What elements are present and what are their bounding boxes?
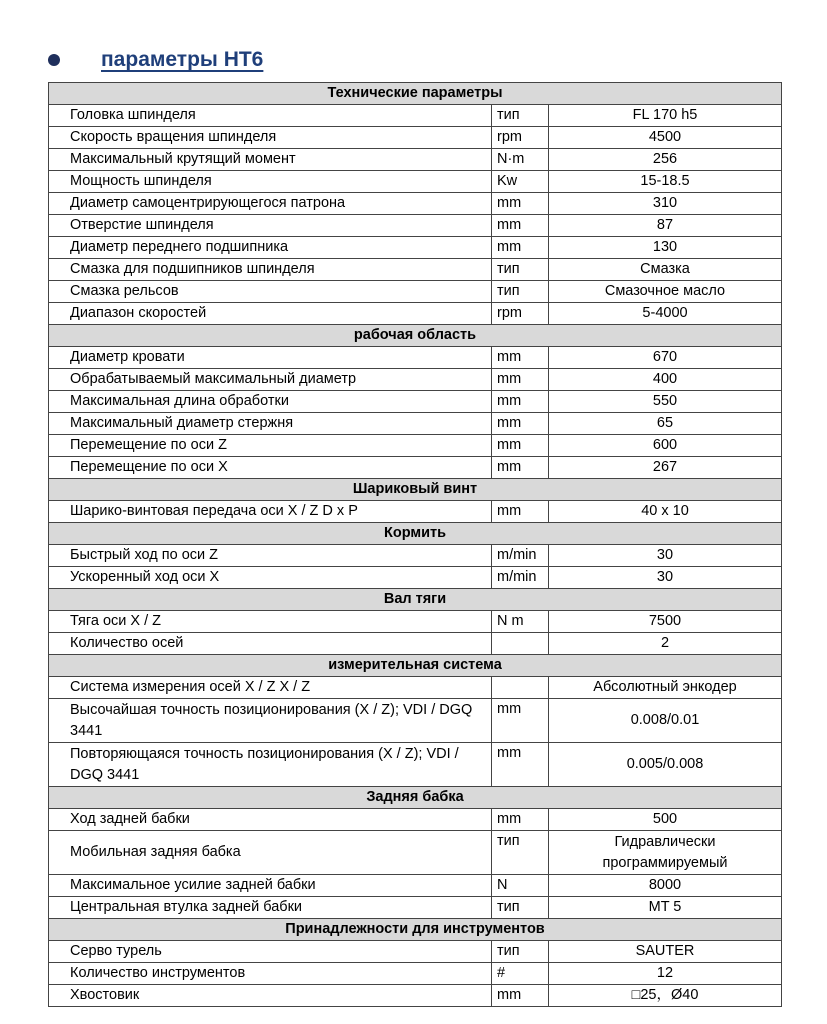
- param-name-cell: Хвостовик: [49, 985, 492, 1007]
- param-name-cell: Максимальный крутящий момент: [49, 149, 492, 171]
- section-header-row: [49, 479, 782, 501]
- table-row: [49, 985, 782, 1007]
- param-name-cell: Максимальное усилие задней бабки: [49, 875, 492, 897]
- unit-cell: mm: [492, 699, 549, 743]
- page-title: параметры HT6: [101, 48, 264, 71]
- table-row: [49, 567, 782, 589]
- unit-cell: mm: [492, 809, 549, 831]
- unit-cell: m/min: [492, 545, 549, 567]
- unit-cell: mm: [492, 215, 549, 237]
- unit-cell: N·m: [492, 149, 549, 171]
- table-row: [49, 149, 782, 171]
- section-header-row: [49, 655, 782, 677]
- table-row: [49, 501, 782, 523]
- value-cell: 0.005/0.008: [549, 743, 782, 787]
- table-row: [49, 347, 782, 369]
- value-cell: 30: [549, 567, 782, 589]
- param-name-cell: Мобильная задняя бабка: [49, 831, 492, 875]
- value-cell: 8000: [549, 875, 782, 897]
- table-row: [49, 259, 782, 281]
- unit-cell: mm: [492, 435, 549, 457]
- param-name-cell: Система измерения осей X / Z X / Z: [49, 677, 492, 699]
- value-cell: 130: [549, 237, 782, 259]
- param-name-cell: Диаметр самоцентрирующегося патрона: [49, 193, 492, 215]
- section-header-row: [49, 523, 782, 545]
- param-name-cell: Количество осей: [49, 633, 492, 655]
- value-cell: 550: [549, 391, 782, 413]
- value-cell: MT 5: [549, 897, 782, 919]
- value-cell: Смазочное масло: [549, 281, 782, 303]
- table-row: [49, 281, 782, 303]
- param-name-cell: Максимальная длина обработки: [49, 391, 492, 413]
- param-name-cell: Перемещение по оси X: [49, 457, 492, 479]
- value-cell: FL 170 h5: [549, 105, 782, 127]
- value-cell: 12: [549, 963, 782, 985]
- value-cell: 2: [549, 633, 782, 655]
- table-row: [49, 963, 782, 985]
- unit-cell: mm: [492, 347, 549, 369]
- value-cell: 670: [549, 347, 782, 369]
- unit-cell: mm: [492, 369, 549, 391]
- section-header-row: [49, 787, 782, 809]
- param-name-cell: Перемещение по оси Z: [49, 435, 492, 457]
- table-row: [49, 171, 782, 193]
- value-cell: 87: [549, 215, 782, 237]
- unit-cell: mm: [492, 501, 549, 523]
- value-cell: 310: [549, 193, 782, 215]
- table-row: [49, 743, 782, 787]
- unit-cell: тип: [492, 941, 549, 963]
- value-cell: 65: [549, 413, 782, 435]
- section-title: Кормить: [49, 523, 782, 545]
- unit-cell: тип: [492, 259, 549, 281]
- value-cell: 5-4000: [549, 303, 782, 325]
- section-title: Принадлежности для инструментов: [49, 919, 782, 941]
- spec-table: [48, 82, 782, 1007]
- value-cell: 600: [549, 435, 782, 457]
- param-name-cell: Тяга оси X / Z: [49, 611, 492, 633]
- table-row: [49, 193, 782, 215]
- table-row: [49, 303, 782, 325]
- section-header-row: [49, 589, 782, 611]
- table-row: [49, 677, 782, 699]
- unit-cell: тип: [492, 897, 549, 919]
- param-name-cell: Обрабатываемый максимальный диаметр: [49, 369, 492, 391]
- value-cell: Абсолютный энкодер: [549, 677, 782, 699]
- unit-cell: mm: [492, 193, 549, 215]
- value-cell: SAUTER: [549, 941, 782, 963]
- bullet-icon: [48, 54, 60, 66]
- table-row: [49, 435, 782, 457]
- table-row: [49, 457, 782, 479]
- table-row: [49, 897, 782, 919]
- value-cell: 15-18.5: [549, 171, 782, 193]
- table-row: [49, 545, 782, 567]
- param-name-cell: Серво турель: [49, 941, 492, 963]
- unit-cell: тип: [492, 831, 549, 875]
- value-cell: 500: [549, 809, 782, 831]
- value-cell: 0.008/0.01: [549, 699, 782, 743]
- unit-cell: [492, 677, 549, 699]
- param-name-cell: Максимальный диаметр стержня: [49, 413, 492, 435]
- unit-cell: mm: [492, 457, 549, 479]
- value-cell: Смазка: [549, 259, 782, 281]
- param-name-cell: Шарико-винтовая передача оси X / Z D x P: [49, 501, 492, 523]
- param-name-cell: Отверстие шпинделя: [49, 215, 492, 237]
- unit-cell: mm: [492, 985, 549, 1007]
- table-row: [49, 127, 782, 149]
- section-header-row: [49, 919, 782, 941]
- value-cell: 4500: [549, 127, 782, 149]
- unit-cell: [492, 633, 549, 655]
- table-row: [49, 831, 782, 875]
- table-row: [49, 611, 782, 633]
- value-cell: Гидравлически программируемый: [549, 831, 782, 875]
- value-cell: 256: [549, 149, 782, 171]
- table-row: [49, 809, 782, 831]
- unit-cell: Kw: [492, 171, 549, 193]
- unit-cell: mm: [492, 743, 549, 787]
- unit-cell: mm: [492, 237, 549, 259]
- spec-table-body: [49, 83, 782, 1007]
- section-header-row: [49, 325, 782, 347]
- value-cell: 7500: [549, 611, 782, 633]
- table-row: [49, 215, 782, 237]
- table-row: [49, 699, 782, 743]
- param-name-cell: Диаметр кровати: [49, 347, 492, 369]
- unit-cell: rpm: [492, 303, 549, 325]
- param-name-cell: Скорость вращения шпинделя: [49, 127, 492, 149]
- unit-cell: #: [492, 963, 549, 985]
- unit-cell: N m: [492, 611, 549, 633]
- value-cell: 267: [549, 457, 782, 479]
- unit-cell: m/min: [492, 567, 549, 589]
- unit-cell: N: [492, 875, 549, 897]
- page-heading: [44, 44, 263, 76]
- section-title: рабочая область: [49, 325, 782, 347]
- param-name-cell: Ускоренный ход оси X: [49, 567, 492, 589]
- table-row: [49, 391, 782, 413]
- unit-cell: rpm: [492, 127, 549, 149]
- param-name-cell: Смазка для подшипников шпинделя: [49, 259, 492, 281]
- param-name-cell: Смазка рельсов: [49, 281, 492, 303]
- unit-cell: тип: [492, 105, 549, 127]
- table-row: [49, 941, 782, 963]
- param-name-cell: Головка шпинделя: [49, 105, 492, 127]
- table-row: [49, 369, 782, 391]
- table-row: [49, 413, 782, 435]
- section-title: измерительная система: [49, 655, 782, 677]
- param-name-cell: Высочайшая точность позиционирования (X / Z); VDI / DGQ 3441: [49, 699, 492, 743]
- table-row: [49, 237, 782, 259]
- section-title: Задняя бабка: [49, 787, 782, 809]
- value-cell: □25，Ø40: [549, 985, 782, 1007]
- param-name-cell: Диапазон скоростей: [49, 303, 492, 325]
- param-name-cell: Центральная втулка задней бабки: [49, 897, 492, 919]
- param-name-cell: Количество инструментов: [49, 963, 492, 985]
- value-cell: 40 x 10: [549, 501, 782, 523]
- param-name-cell: Повторяющаяся точность позиционирования (X / Z); VDI / DGQ 3441: [49, 743, 492, 787]
- unit-cell: тип: [492, 281, 549, 303]
- unit-cell: mm: [492, 413, 549, 435]
- value-cell: 400: [549, 369, 782, 391]
- param-name-cell: Мощность шпинделя: [49, 171, 492, 193]
- section-title: Технические параметры: [49, 83, 782, 105]
- section-title: Вал тяги: [49, 589, 782, 611]
- param-name-cell: Диаметр переднего подшипника: [49, 237, 492, 259]
- param-name-cell: Ход задней бабки: [49, 809, 492, 831]
- table-row: [49, 633, 782, 655]
- table-row: [49, 105, 782, 127]
- unit-cell: mm: [492, 391, 549, 413]
- section-header-row: [49, 83, 782, 105]
- param-name-cell: Быстрый ход по оси Z: [49, 545, 492, 567]
- value-cell: 30: [549, 545, 782, 567]
- table-row: [49, 875, 782, 897]
- section-title: Шариковый винт: [49, 479, 782, 501]
